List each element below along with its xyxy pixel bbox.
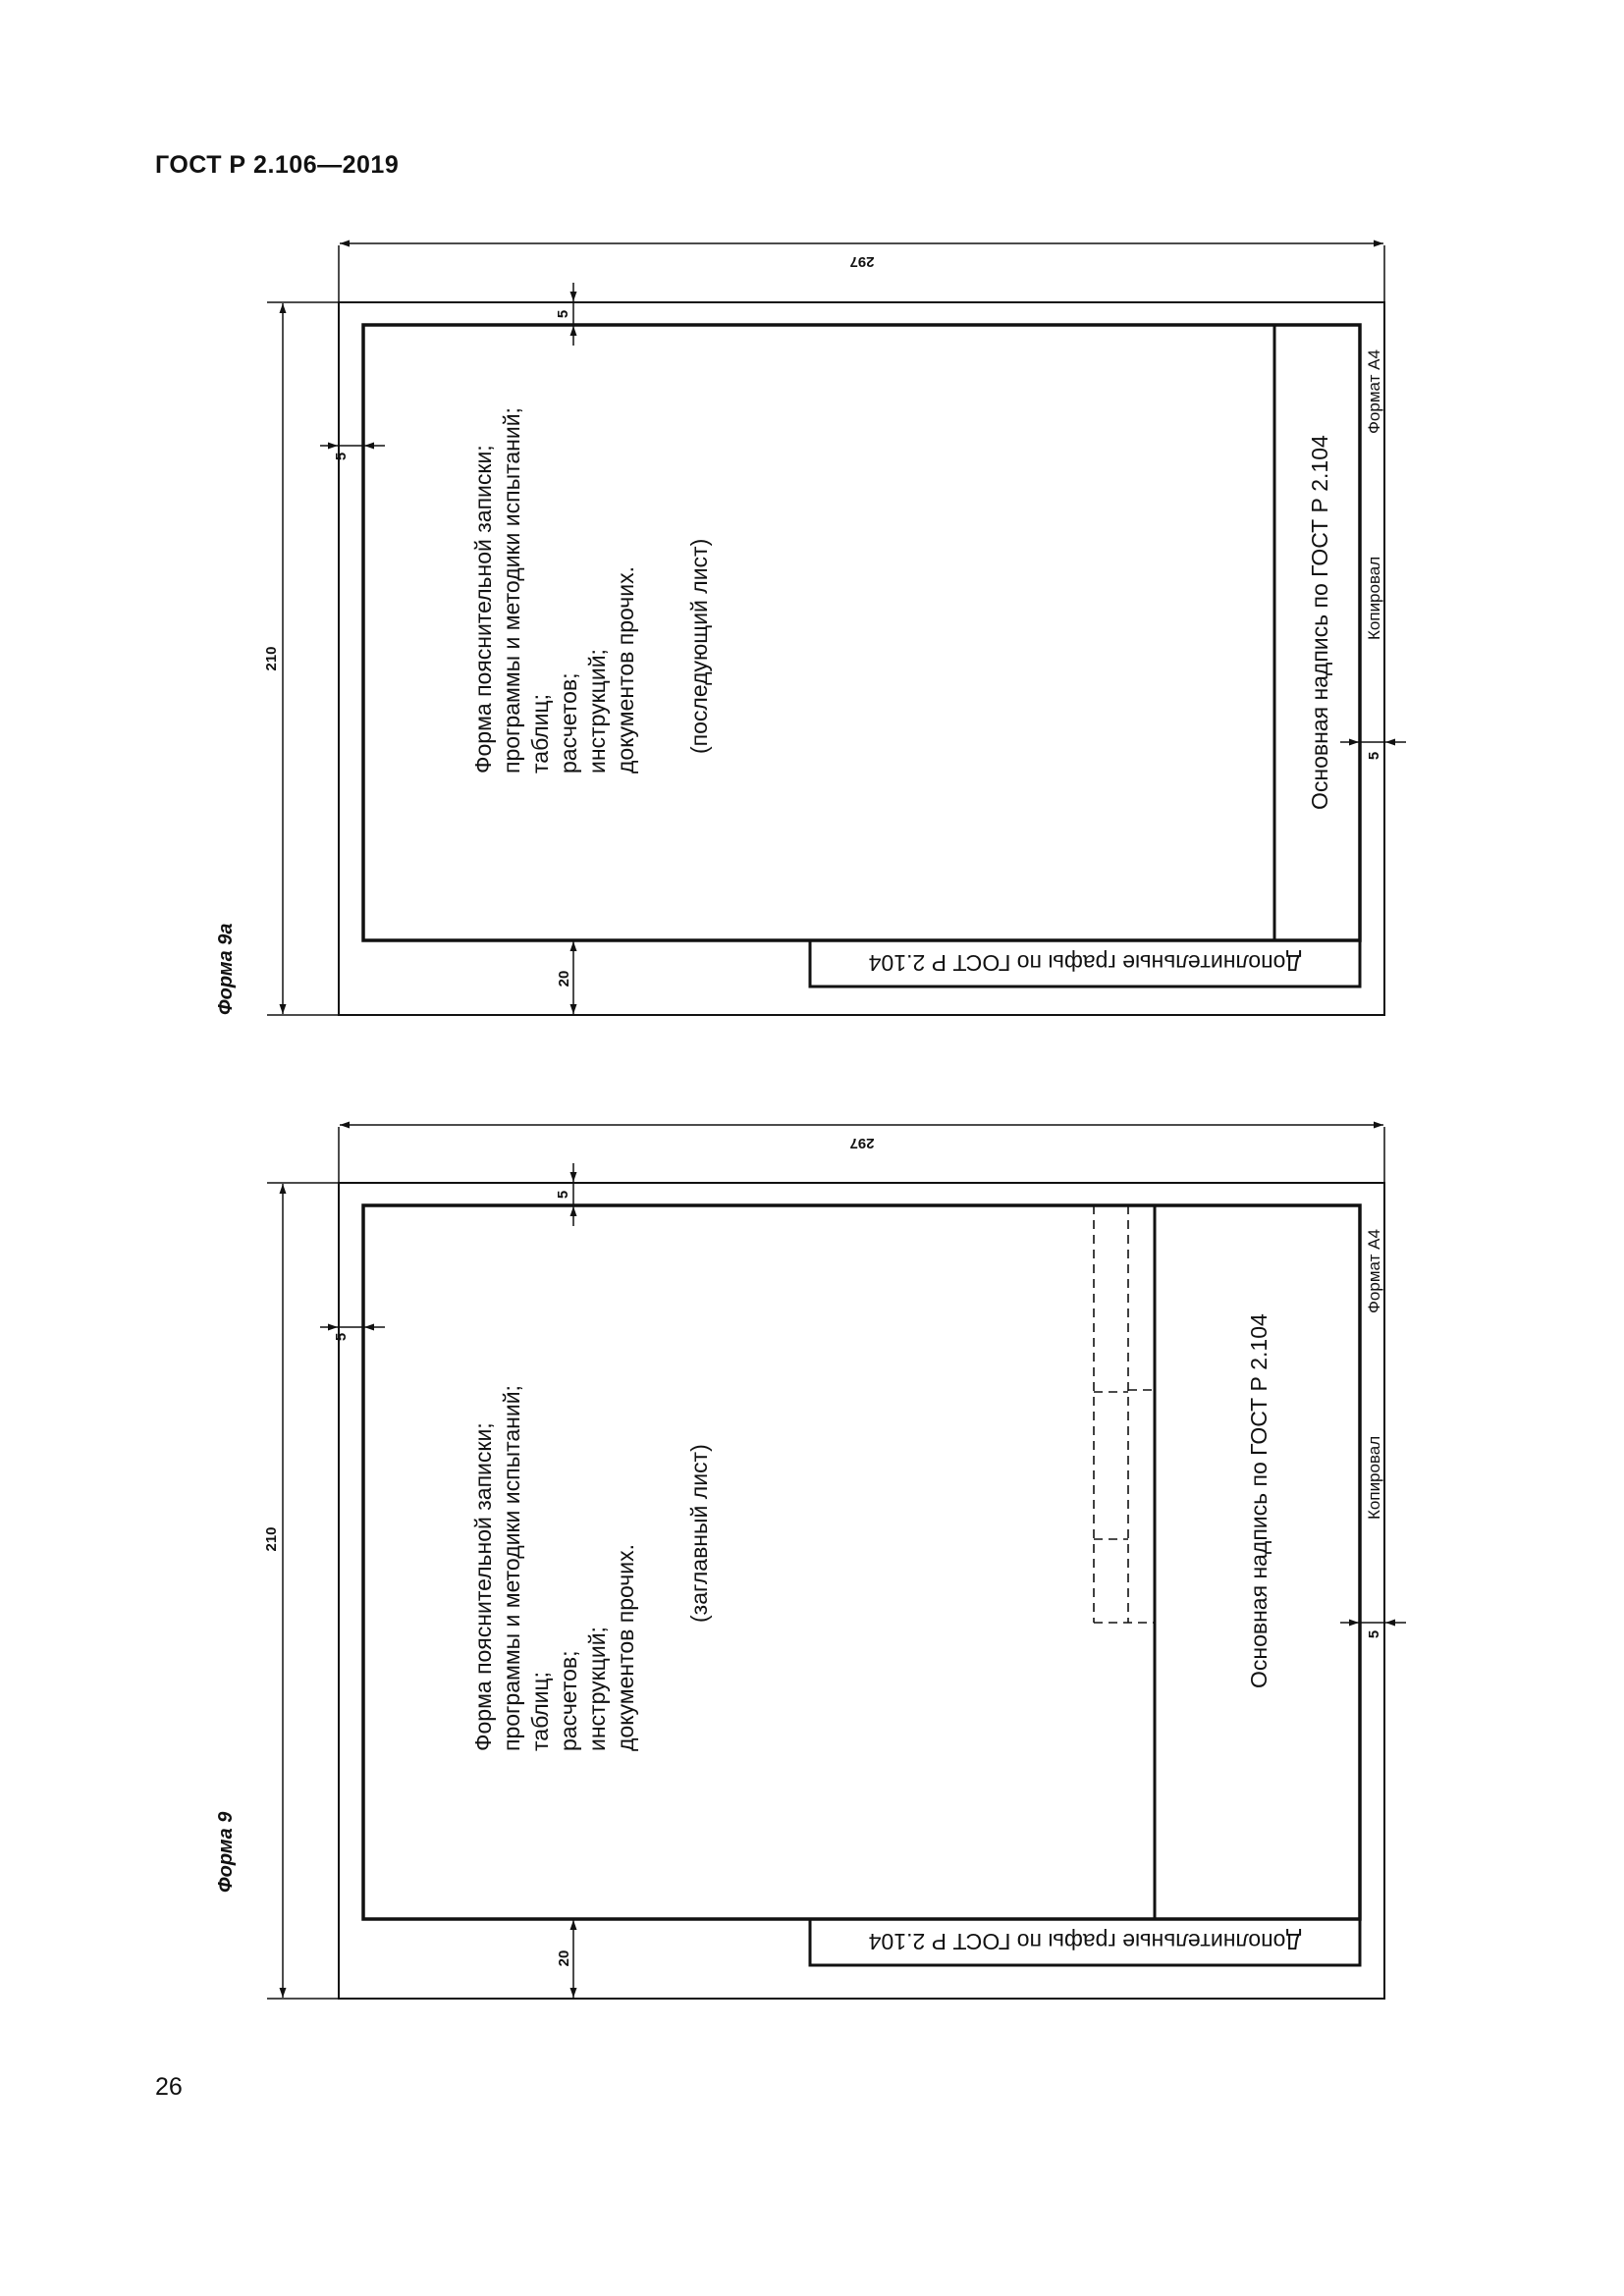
top-margin-dimension: 5 — [555, 309, 571, 319]
form-9a-figure — [0, 196, 1624, 1178]
top-margin-dimension: 5 — [555, 1190, 571, 1200]
body-line-1: Форма пояснительной записки; — [470, 445, 496, 774]
body-line-4: расчетов; — [556, 672, 581, 774]
document-code-header: ГОСТ Р 2.106—2019 — [155, 151, 400, 179]
body-line-6: документов прочих. — [613, 565, 638, 774]
main-stamp-label: Основная надпись по ГОСТ Р 2.104 — [1246, 1313, 1272, 1688]
body-line-2: программы и методики испытаний; — [499, 1385, 524, 1751]
form-label: Форма 9 — [215, 1811, 237, 1893]
height-dimension: 210 — [263, 646, 280, 671]
body-line-5: инструкций; — [584, 1627, 610, 1751]
width-dimension: 297 — [849, 253, 875, 270]
main-stamp-label: Основная надпись по ГОСТ Р 2.104 — [1307, 435, 1332, 810]
body-line-4: расчетов; — [556, 1650, 581, 1751]
body-line-6: документов прочих. — [613, 1543, 638, 1751]
form-9-figure — [0, 1078, 1624, 2059]
height-dimension: 210 — [263, 1526, 280, 1552]
width-dimension: 297 — [849, 1135, 875, 1151]
bottom-margin-dimension: 20 — [556, 970, 572, 988]
copied-label: Копировал — [1365, 556, 1383, 640]
sheet-note: (последующий лист) — [686, 538, 712, 754]
format-label: Формат А4 — [1365, 349, 1383, 434]
body-line-5: инструкций; — [584, 649, 610, 774]
left-margin-dimension: 5 — [333, 1332, 350, 1342]
format-label: Формат А4 — [1365, 1229, 1383, 1313]
sheet-note: (заглавный лист) — [686, 1444, 712, 1623]
body-line-3: таблиц; — [527, 693, 553, 774]
extra-columns-label: Дополнительные графы по ГОСТ Р 2.104 — [868, 1929, 1302, 1954]
left-margin-dimension: 5 — [333, 452, 350, 461]
stamp-margin-dimension: 5 — [1366, 1629, 1382, 1639]
stamp-margin-dimension: 5 — [1366, 751, 1382, 761]
body-line-1: Форма пояснительной записки; — [470, 1422, 496, 1751]
bottom-margin-dimension: 20 — [556, 1949, 572, 1967]
additional-columns-dashed-block — [1094, 1205, 1155, 1623]
body-line-3: таблиц; — [527, 1671, 553, 1751]
form-label: Форма 9а — [215, 923, 237, 1015]
page-number: 26 — [155, 2073, 183, 2101]
body-line-2: программы и методики испытаний; — [499, 407, 524, 774]
extra-columns-label: Дополнительные графы по ГОСТ Р 2.104 — [868, 950, 1302, 976]
copied-label: Копировал — [1365, 1435, 1383, 1520]
